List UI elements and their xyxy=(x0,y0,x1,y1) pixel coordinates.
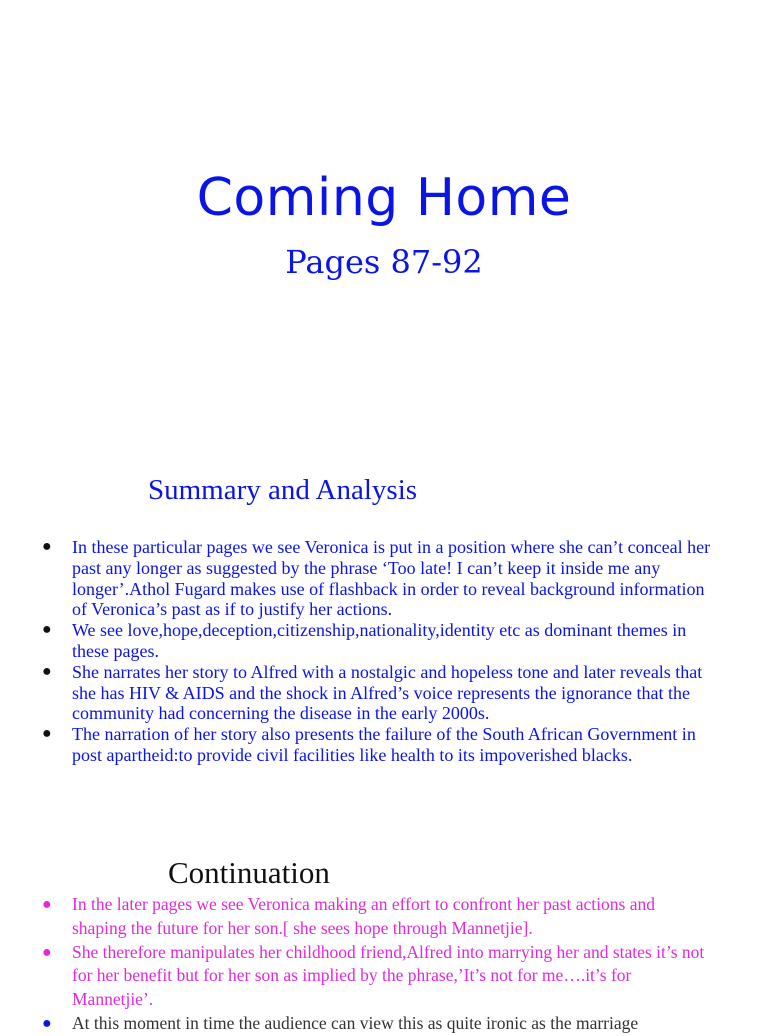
bullet-icon: ● xyxy=(42,896,52,913)
list-item-text: The narration of her story also presents the failure of the South African Government in post apartheid:to provide civil facilities like health to its impoverished blacks. xyxy=(72,724,696,765)
list-item-text: At this moment in time the audience can view this as quite ironic as the marriage xyxy=(72,1012,639,1033)
list-item xyxy=(0,941,768,1012)
list-item xyxy=(0,724,768,766)
list-item xyxy=(0,662,768,724)
page-title: Coming Home xyxy=(196,168,572,228)
continuation-list xyxy=(0,893,768,1036)
list-item xyxy=(0,537,768,620)
list-item-text: She therefore manipulates her childhood friend,Alfred into marrying her and states it’s not for her benefit but for her son as implied by the phrase,’It’s not for me….it’s for Mannetjie’. xyxy=(72,941,705,1010)
bullet-icon: ● xyxy=(42,662,52,680)
bullet-icon: ● xyxy=(42,943,52,961)
list-item xyxy=(0,893,768,941)
list-item xyxy=(0,620,768,662)
bullet-icon: ● xyxy=(42,621,52,639)
list-item-text: In the later pages we see Veronica making an effort to confront her past actions and shaping the future for her son.[ she sees hope through Mannetjie]. xyxy=(72,894,655,938)
summary-heading: Summary and Analysis xyxy=(148,474,418,506)
continuation-heading: Continuation xyxy=(168,855,330,887)
bullet-icon: ● xyxy=(42,725,52,743)
bullet-icon: ● xyxy=(42,1014,52,1032)
page-subtitle: Pages 87-92 xyxy=(285,243,483,281)
bullet-icon: ● xyxy=(42,538,52,555)
list-item-text: We see love,hope,deception,citizenship,nationality,identity etc as dominant themes in these pages. xyxy=(72,620,687,661)
list-item-text: She narrates her story to Alfred with a nostalgic and hopeless tone and later reveals that she has HIV & AIDS and the shock in Alfred’s voice represents the ignorance that the community had concerning the disease in the early 2000s. xyxy=(72,661,703,724)
summary-list xyxy=(0,537,768,766)
list-item-text: In these particular pages we see Veronica is put in a position where she can’t conceal her past any longer as suggested by the phrase ‘Too late! I can’t keep it inside me any longer’.Athol Fugard makes use of flashback in order to reveal background information of Veronica’s past as if to justify her actions. xyxy=(72,537,711,620)
